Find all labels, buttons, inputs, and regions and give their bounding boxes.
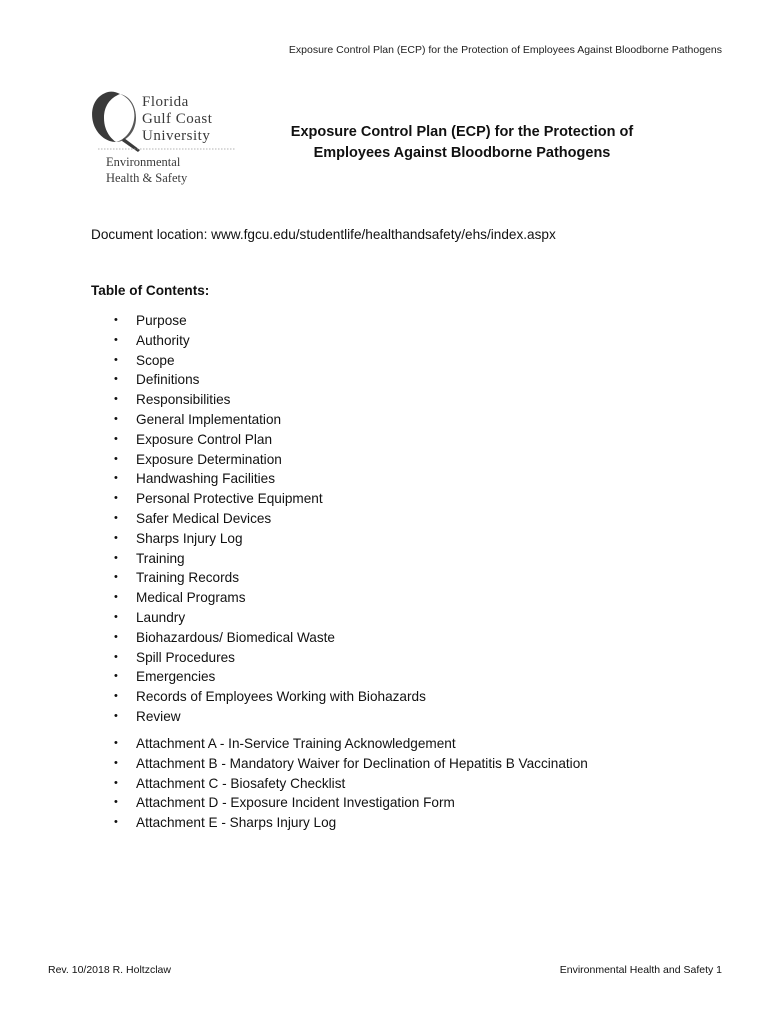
toc-attachment-item xyxy=(91,734,588,754)
toc-attachments-list xyxy=(91,734,588,833)
toc-item-label: Definitions xyxy=(136,372,200,388)
toc-item xyxy=(91,430,426,450)
toc-item-label: Purpose xyxy=(136,313,187,328)
toc-attachment-item xyxy=(91,754,588,774)
toc-attachment-item xyxy=(91,774,588,794)
toc-item xyxy=(91,568,426,588)
bullet-icon: • xyxy=(114,571,118,584)
bullet-icon: • xyxy=(114,756,118,769)
toc-item xyxy=(91,687,426,707)
toc-item-label: Responsibilities xyxy=(136,392,231,408)
bullet-icon: • xyxy=(114,551,118,564)
toc-item-label: Personal Protective Equipment xyxy=(136,491,323,507)
toc-item-label: General Implementation xyxy=(136,411,282,427)
document-title-line-2: Employees Against Bloodborne Pathogens xyxy=(313,145,611,161)
toc-item xyxy=(91,410,426,430)
bullet-icon: • xyxy=(114,709,118,722)
toc-item xyxy=(91,311,426,331)
toc-item xyxy=(91,608,426,628)
toc-item xyxy=(91,509,426,529)
bullet-icon: • xyxy=(114,353,118,366)
logo-line-3: University xyxy=(142,128,211,144)
toc-item-label: Handwashing Facilities xyxy=(136,471,276,487)
bullet-icon: • xyxy=(114,393,118,406)
bullet-icon: • xyxy=(114,796,118,809)
bullet-icon: • xyxy=(114,531,118,544)
toc-attachment-item-label: Attachment A - In-Service Training Acknowledgement xyxy=(136,736,456,751)
toc-item-label: Authority xyxy=(136,332,190,348)
toc-item xyxy=(91,707,426,727)
toc-item xyxy=(91,390,426,410)
bullet-icon: • xyxy=(114,591,118,604)
toc-heading: Table of Contents: xyxy=(91,283,210,298)
toc-item-label: Review xyxy=(136,708,181,724)
fgcu-ehs-logo xyxy=(90,88,240,188)
bullet-icon: • xyxy=(114,511,118,524)
bullet-icon: • xyxy=(114,314,118,326)
bullet-icon: • xyxy=(114,690,118,703)
logo-line-2: Gulf Coast xyxy=(142,111,213,127)
document-title xyxy=(262,122,662,164)
document-location: Document location: www.fgcu.edu/studentlife/healthandsafety/ehs/index.aspx xyxy=(91,227,556,242)
toc-attachment-item-label: Attachment D - Exposure Incident Investigation Form xyxy=(136,795,455,811)
toc-item-label: Spill Procedures xyxy=(136,649,235,665)
toc-attachment-item-label: Attachment E - Sharps Injury Log xyxy=(136,815,337,831)
fgcu-emblem-icon xyxy=(92,92,140,152)
toc-item xyxy=(91,529,426,549)
toc-item-label: Safer Medical Devices xyxy=(136,510,272,526)
toc-attachment-item xyxy=(91,813,588,833)
bullet-icon: • xyxy=(114,737,118,749)
logo-line-5: Health & Safety xyxy=(106,171,188,185)
toc-item xyxy=(91,648,426,668)
toc-item xyxy=(91,469,426,489)
bullet-icon: • xyxy=(114,452,118,465)
toc-item xyxy=(91,331,426,351)
document-title-line-1: Exposure Control Plan (ECP) for the Protection of xyxy=(290,124,634,140)
toc-item-label: Exposure Determination xyxy=(136,451,282,467)
bullet-icon: • xyxy=(114,333,118,346)
toc-item xyxy=(91,489,426,509)
logo-line-1: Florida xyxy=(142,94,189,110)
toc-item-label: Medical Programs xyxy=(136,590,246,606)
bullet-icon: • xyxy=(114,630,118,643)
footer-revision: Rev. 10/2018 R. Holtzclaw xyxy=(48,964,171,976)
toc-item-label: Training Records xyxy=(136,570,240,586)
bullet-icon: • xyxy=(114,610,118,623)
toc-attachment-item xyxy=(91,793,588,813)
running-header: Exposure Control Plan (ECP) for the Protection of Employees Against Bloodborne Pathogens xyxy=(288,44,722,56)
toc-item-label: Laundry xyxy=(136,609,186,625)
bullet-icon: • xyxy=(114,432,118,445)
toc-item-label: Scope xyxy=(136,352,175,368)
toc-attachment-item-label: Attachment B - Mandatory Waiver for Declination of Hepatitis B Vaccination xyxy=(136,755,588,771)
bullet-icon: • xyxy=(114,492,118,505)
toc-item-label: Exposure Control Plan xyxy=(136,431,273,447)
bullet-icon: • xyxy=(114,670,118,683)
toc-item-label: Training xyxy=(136,550,185,566)
logo-line-4: Environmental xyxy=(106,155,181,169)
toc-list xyxy=(91,311,426,727)
bullet-icon: • xyxy=(114,816,118,829)
toc-item xyxy=(91,450,426,470)
toc-item xyxy=(91,628,426,648)
toc-item-label: Emergencies xyxy=(136,669,216,685)
bullet-icon: • xyxy=(114,373,118,386)
toc-item-label: Biohazardous/ Biomedical Waste xyxy=(136,629,335,645)
toc-item xyxy=(91,588,426,608)
bullet-icon: • xyxy=(114,472,118,485)
footer-page-label: Environmental Health and Safety 1 xyxy=(559,964,722,976)
toc-item xyxy=(91,549,426,569)
bullet-icon: • xyxy=(114,650,118,663)
toc-item-label: Records of Employees Working with Biohazards xyxy=(136,689,426,705)
toc-item xyxy=(91,351,426,371)
toc-item-label: Sharps Injury Log xyxy=(136,530,243,546)
toc-item xyxy=(91,667,426,687)
toc-attachment-item-label: Attachment C - Biosafety Checklist xyxy=(136,775,346,791)
bullet-icon: • xyxy=(114,412,118,425)
toc-item xyxy=(91,370,426,390)
bullet-icon: • xyxy=(114,776,118,789)
